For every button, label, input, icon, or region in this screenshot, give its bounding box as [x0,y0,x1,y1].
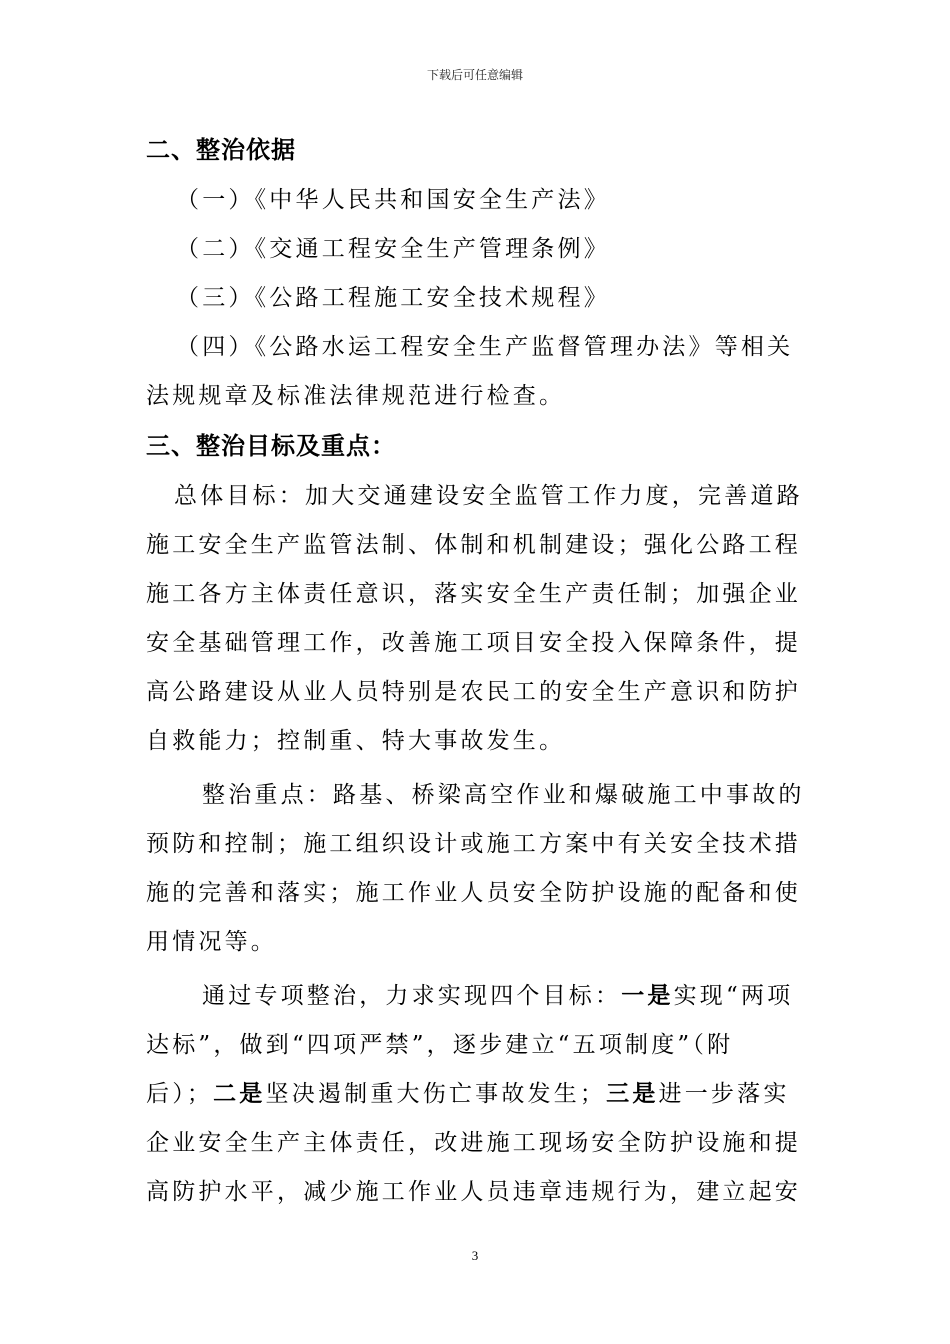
bold-marker: 二是 [213,1080,266,1107]
paragraph-line: 高防护水平，减少施工作业人员违章违规行为，建立起安 [146,1179,801,1205]
paragraph-line: 自救能力；控制重、特大事故发生。 [146,728,566,754]
paragraph-line: 施的完善和落实；施工作业人员安全防护设施的配备和使 [146,880,801,906]
paragraph-line: 企业安全生产主体责任，改进施工现场安全防护设施和提 [146,1130,801,1156]
paragraph-text: 进一步落实 [658,1081,790,1107]
section-heading-basis: 二、整治依据 [146,135,296,164]
paragraph-line: 整治重点：路基、桥梁高空作业和爆破施工中事故的 [202,782,805,808]
basis-item-4-cont: 法规规章及标准法律规范进行检查。 [146,383,566,409]
paragraph-line: 预防和控制；施工组织设计或施工方案中有关安全技术措 [146,831,801,857]
page-header: 下载后可任意编辑 [426,68,523,82]
paragraph-text: 通过专项整治，力求实现四个目标： [202,983,622,1009]
bold-marker: 三是 [606,1080,659,1107]
paragraph-line: 施工安全生产监管法制、体制和机制建设；强化公路工程 [146,532,801,558]
paragraph-line: 高公路建设从业人员特别是农民工的安全生产意识和防护 [146,679,801,705]
paragraph-line: 施工各方主体责任意识，落实安全生产责任制；加强企业 [146,581,801,607]
basis-item-3: （三）《公路工程施工安全技术规程》 [176,285,610,311]
paragraph-text: 实现“两项 [673,983,794,1009]
basis-item-4: （四）《公路水运工程安全生产监督管理办法》等相关 [176,334,794,360]
paragraph-line [202,976,804,1016]
paragraph-text: 后）； [146,1081,214,1107]
paragraph-line: 用情况等。 [146,929,277,955]
page-number: 3 [471,1248,479,1263]
paragraph-line [146,1074,804,1114]
section-heading-goals: 三、整治目标及重点： [146,431,396,460]
basis-item-1: （一）《中华人民共和国安全生产法》 [176,187,610,213]
basis-item-2: （二）《交通工程安全生产管理条例》 [176,236,610,262]
paragraph-line: 总体目标：加大交通建设安全监管工作力度，完善道路 [174,483,803,509]
paragraph-text: 坚决遏制重大伤亡事故发生； [265,1081,607,1107]
paragraph-line: 达标”，做到“四项严禁”，逐步建立“五项制度”（附 [146,1032,734,1058]
paragraph-line: 安全基础管理工作，改善施工项目安全投入保障条件，提 [146,630,801,656]
bold-marker: 一是 [621,982,674,1009]
